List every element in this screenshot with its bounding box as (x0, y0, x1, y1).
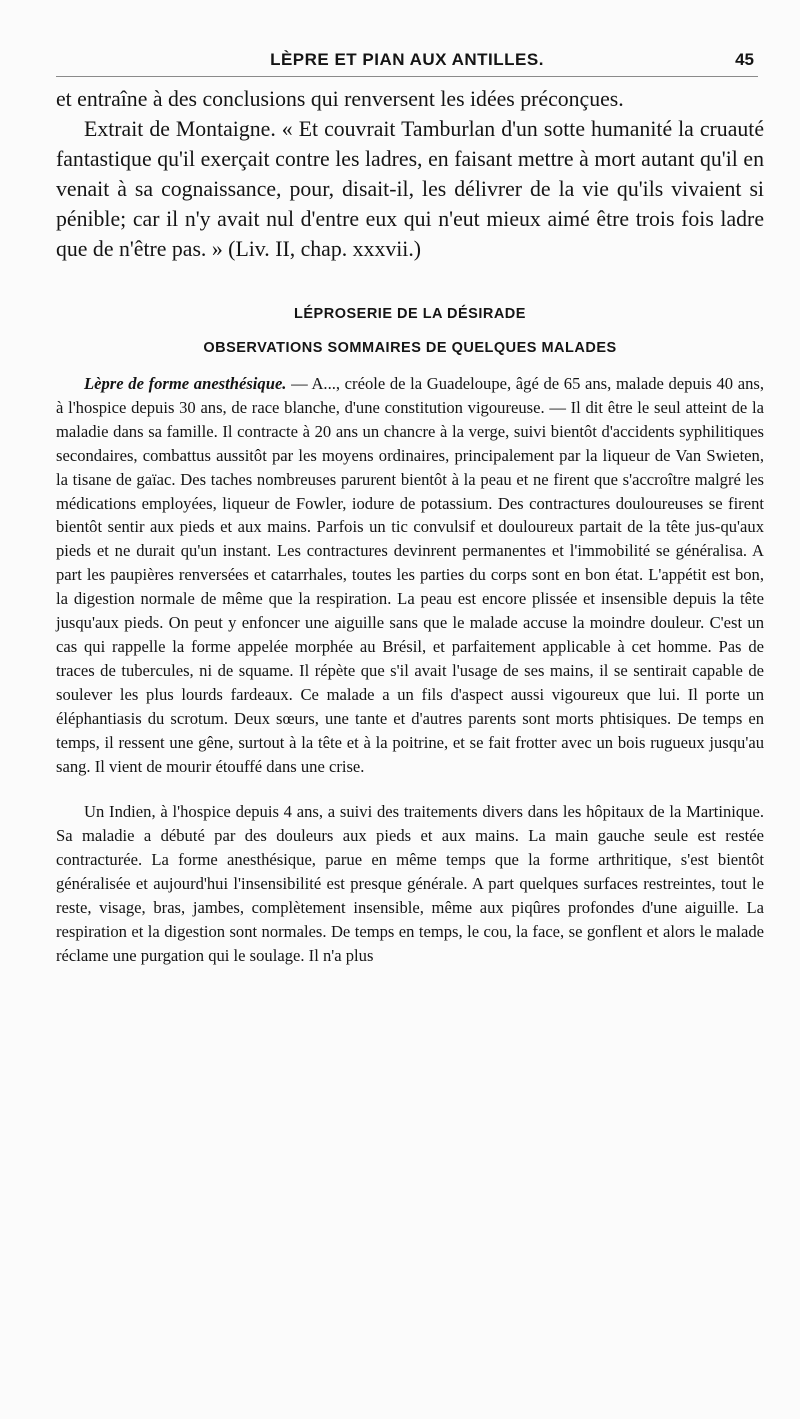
running-title: LÈPRE ET PIAN AUX ANTILLES. (270, 50, 544, 69)
observation-first-label: Lèpre de forme anesthésique. (84, 374, 287, 393)
paragraph-montaigne-extract: Extrait de Montaigne. « Et couvrait Tamburlan d'un sotte humanité la cruauté fantastique qu'il exerçait contre les ladres, en faisant mettre à mort autant qu'il en venait à sa cognaissance, pour, disait-il, les délivrer de la vie qu'ils vivaient si pénible; car il n'y avait nul d'entre eux qui n'eut mieux aimé être trois fois ladre que de n'être pas. » (Liv. II, chap. xxxvii.) (56, 117, 764, 261)
observation-second: Un Indien, à l'hospice depuis 4 ans, a suivi des traitements divers dans les hôpitaux de la Martinique. Sa maladie a débuté par des douleurs aux pieds et aux mains. La main gauche seule est restée contracturée. La forme anesthésique, parue en même temps que la forme arthritique, s'est bientôt généralisée et aujourd'hui l'insensibilité est presque générale. A part quelques surfaces restreintes, tout le reste, visage, bras, jambes, complètement insensible, même aux piqûres profondes d'une aiguille. La respiration et la digestion sont normales. De temps en temps, le cou, la face, se gonflent et alors le malade réclame une purgation qui le soulage. Il n'a plus (56, 802, 764, 965)
page-number: 45 (735, 50, 754, 69)
observation-first (56, 372, 764, 778)
paragraph-continuation: et entraîne à des conclusions qui renversent les idées préconçues. (56, 87, 624, 111)
running-head (56, 46, 758, 77)
section-subheading: OBSERVATIONS SOMMAIRES DE QUELQUES MALADES (203, 340, 617, 356)
observation-first-text: — A..., créole de la Guadeloupe, âgé de 65 ans, malade depuis 40 ans, à l'hospice depuis 30 ans, de race blanche, d'une constitution vigoureuse. — Il dit être le seul atteint de la maladie dans sa famille. Il contracte à 20 ans un chancre à la verge, suivi bientôt d'accidents syphilitiques secondaires, combattus aussitôt par les moyens ordinaires, principalement par la liqueur de Van Swieten, la tisane de gaïac. Des taches nombreuses parurent bientôt à la peau et ne firent que s'accroître malgré les médications employées, liqueur de Fowler, iodure de potassium. Des contractures douloureuses se firent bientôt sentir aux pieds et aux mains. Parfois un tic convulsif et douloureux partait de la tête jus-qu'aux pieds et ne durait qu'un instant. Les contractures devinrent permanentes et l'immobilité se généralisa. A part les paupières renversées et catarrhales, toutes les parties du corps sont en bon état. L'appétit est bon, la digestion normale de même que la respiration. La peau est encore plissée et insensible depuis la tête jusqu'aux pieds. On peut y enfoncer une aiguille sans que le malade accuse la moindre douleur. C'est un cas qui rappelle la forme appelée morphée au Brésil, et parfaitement applicable à cet homme. Pas de traces de tubercules, ni de squame. Il répète que s'il avait l'usage de ses mains, il se sentirait capable de soulever les plus lourds fardeaux. Ce malade a un fils d'aspect aussi vigoureux que lui. Il porte un éléphantiasis du scrotum. Deux sœurs, une tante et d'autres parents sont morts phtisiques. De temps en temps, il ressent une gêne, surtout à la tête et à la poitrine, et se fait frotter avec un bois rugueux jusqu'au sang. Il vient de mourir étouffé dans une crise. (56, 374, 764, 776)
section-heading: LÉPROSERIE DE LA DÉSIRADE (294, 306, 526, 322)
body-text (56, 84, 764, 968)
